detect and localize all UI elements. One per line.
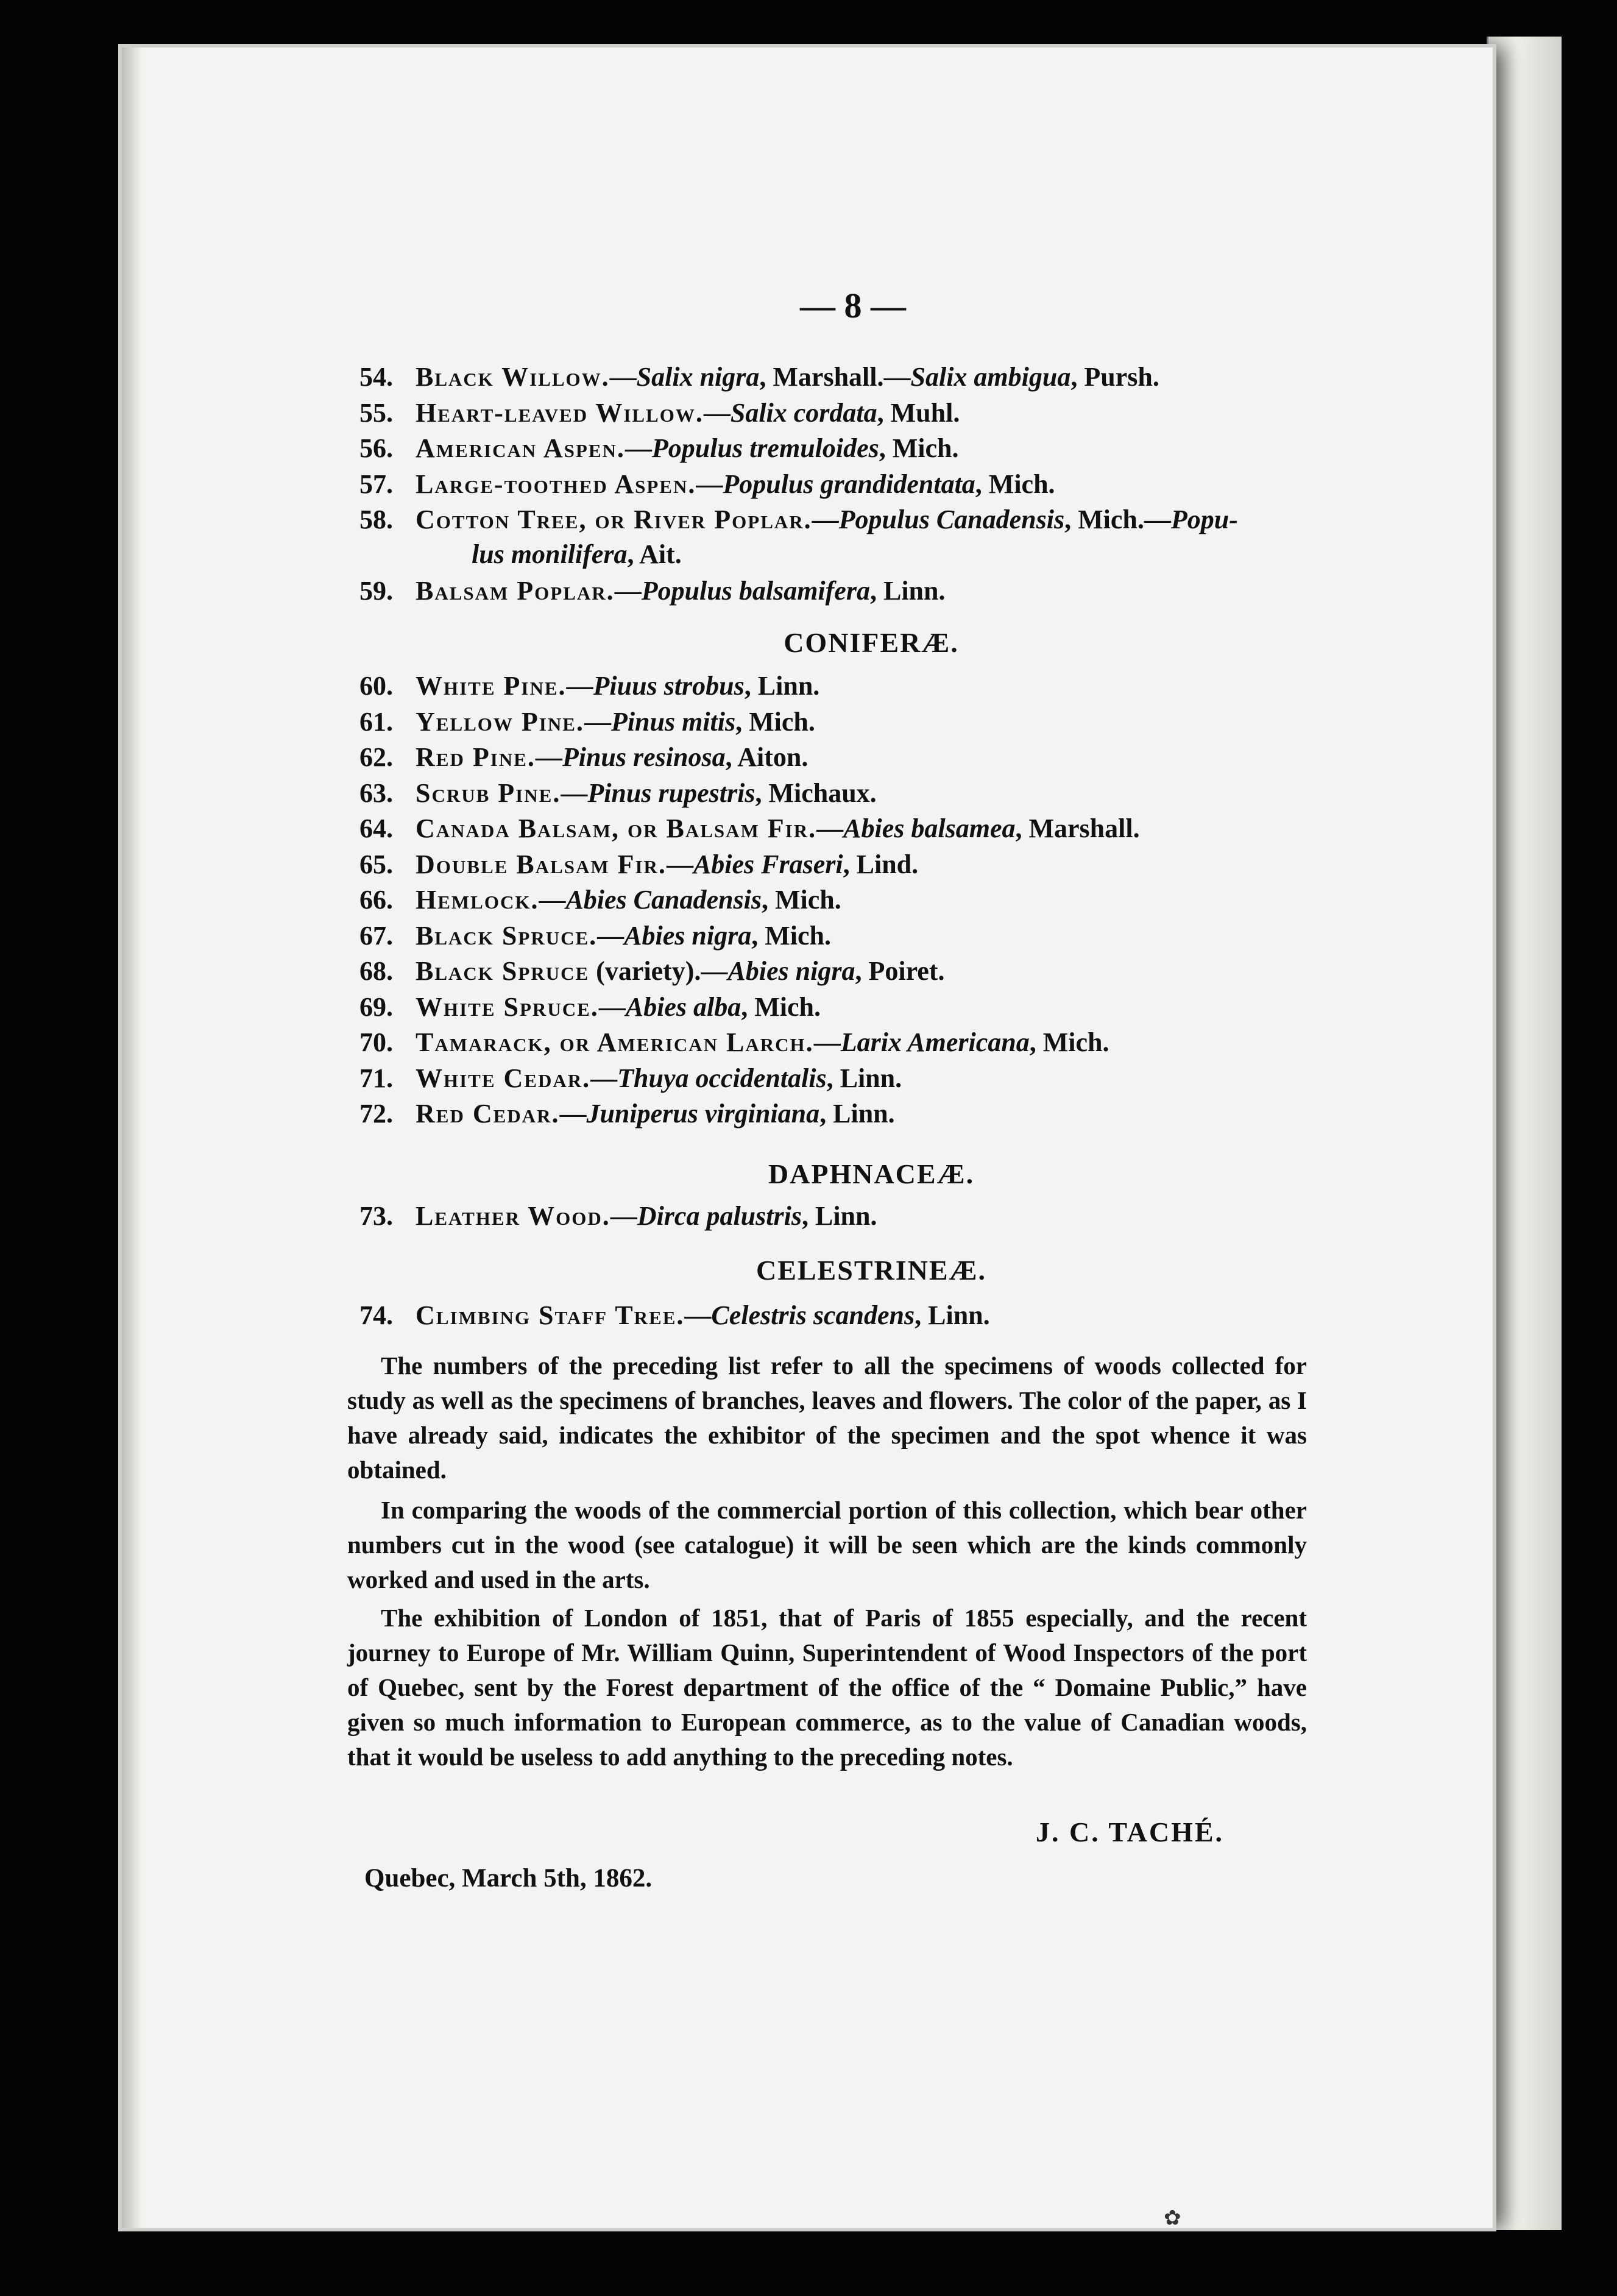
ink-speck: ✿ (1164, 2206, 1181, 2230)
entry-number: 55. (359, 397, 393, 428)
species-entry (359, 954, 1395, 988)
entry-number: 73. (359, 1201, 393, 1231)
species-entry (359, 811, 1395, 846)
common-name: Hemlock. (416, 885, 539, 915)
common-name: Black Spruce. (416, 920, 598, 951)
entry-text: — (684, 1300, 712, 1330)
entry-text: , Linn. (744, 671, 820, 701)
scientific-name: Abies nigra (624, 920, 752, 951)
species-entry (359, 395, 1395, 430)
entry-number: 54. (359, 362, 393, 392)
signature: J. C. TACHÉ. (1036, 1816, 1225, 1848)
entry-text: — (813, 1027, 841, 1057)
entry-text: , Lind. (843, 849, 919, 879)
common-name: Black Willow. (416, 362, 610, 392)
entry-text: — (566, 671, 593, 701)
scientific-name: Piuus strobus (593, 671, 745, 701)
entry-text: — (598, 991, 626, 1022)
entry-text: — (590, 1063, 618, 1093)
common-name: Climbing Staff Tree. (416, 1300, 685, 1330)
entry-number: 58. (359, 505, 393, 534)
scientific-name: Populus tremuloides (651, 433, 879, 463)
entry-number: 70. (359, 1027, 393, 1057)
entry-text: — (696, 469, 723, 499)
entry-number: 67. (359, 920, 393, 951)
species-entry (359, 847, 1395, 882)
common-name: Canada Balsam, or Balsam Fir. (416, 813, 817, 843)
entry-text: — (816, 813, 844, 843)
entry-text: , Mich. (751, 920, 831, 951)
entry-text: , Aiton. (725, 742, 808, 772)
entry-number: 59. (359, 576, 393, 606)
entry-text: , Mich. (1029, 1027, 1109, 1057)
entry-text: , Linn. (826, 1063, 902, 1093)
scientific-name: Salix cordata (730, 397, 877, 428)
species-entry (359, 882, 1395, 917)
entry-number: 68. (359, 956, 393, 986)
entry-text: , Linn. (819, 1099, 895, 1129)
common-name: Heart-leaved Willow. (416, 397, 704, 428)
section-heading-celestrineae: CELESTRINEÆ. (755, 1255, 987, 1286)
entry-text: , Mich. (761, 885, 841, 915)
common-name: Scrub Pine. (416, 778, 561, 808)
common-name: Black Spruce (416, 956, 590, 986)
species-entry (359, 573, 1395, 608)
scientific-name: Dirca palustris (637, 1201, 802, 1231)
entry-text: , Michaux. (755, 778, 877, 808)
species-entry (359, 1199, 1395, 1233)
scientific-name: Abies nigra (727, 956, 855, 986)
scientific-name: Thuya occidentalis (617, 1063, 827, 1093)
entry-text: — (584, 706, 611, 737)
species-entry (359, 360, 1395, 394)
paragraph-3: The exhibition of London of 1851, that of Paris of 1855 especially, and the recent journey to Europe of Mr. William Quinn, Superintendent of Wood Inspectors of the port of Quebec, sent by the Forest department of the office of the “ Domaine Public,” have given so much information to European commerce, as to the value of Canadian woods, that it would be useless to add anything to the preceding notes. (347, 1604, 1307, 1771)
scientific-name: Populus balsamifera (641, 576, 870, 606)
entry-text: — (610, 1201, 637, 1231)
common-name: Balsam Poplar. (416, 576, 615, 606)
entry-text: , Mich. (879, 433, 959, 463)
entry-text: — (666, 849, 693, 879)
entry-number: 71. (359, 1063, 393, 1093)
species-entry (359, 918, 1395, 953)
entry-text: — (812, 505, 839, 534)
entry-continuation (359, 537, 1395, 572)
common-name: White Pine. (416, 671, 567, 701)
scientific-name: Juniperus virginiana (586, 1099, 820, 1129)
entry-number: 66. (359, 885, 393, 915)
entry-number: 72. (359, 1099, 393, 1129)
common-name: Leather Wood. (416, 1201, 610, 1231)
species-entry (359, 502, 1395, 572)
entry-text: , Marshall.— (759, 362, 911, 392)
common-name: Large-toothed Aspen. (416, 469, 696, 499)
entry-text: , Mich. (975, 469, 1055, 499)
scientific-name: Populus grandidentata (723, 469, 975, 499)
scientific-name: Abies Fraseri (693, 849, 843, 879)
entry-text: — (561, 778, 588, 808)
species-entry (359, 704, 1395, 739)
species-entry (359, 740, 1395, 774)
entry-number: 63. (359, 778, 393, 808)
scientific-name: Populus Canadensis (838, 505, 1065, 534)
entry-text: — (614, 576, 642, 606)
species-entry (359, 668, 1395, 703)
entry-number: 62. (359, 742, 393, 772)
paragraph-1: The numbers of the preceding list refer to all the specimens of woods collected for study as well as the specimens of branches, leaves and flowers. The color of the paper, as I have already said, indicates the exhibitor of the specimen and the spot whence it was obtained. (347, 1352, 1307, 1484)
dateline: Quebec, March 5th, 1862. (364, 1864, 653, 1893)
entry-text: , Ait. (627, 539, 682, 569)
common-name: Yellow Pine. (416, 706, 584, 737)
entry-text: , Poiret. (855, 956, 945, 986)
common-name: Red Cedar. (416, 1099, 560, 1129)
entry-text: , Linn. (915, 1300, 990, 1330)
entry-text: — (609, 362, 637, 392)
entry-text: , Mich. (741, 991, 821, 1022)
scientific-name: Abies balsamea (843, 813, 1016, 843)
scientific-name: Larix Americana (840, 1027, 1030, 1057)
page-number: — 8 — (800, 286, 906, 325)
entry-number: 65. (359, 849, 393, 879)
entry-number: 74. (359, 1300, 393, 1330)
entry-text: — (539, 885, 566, 915)
common-name: Double Balsam Fir. (416, 849, 667, 879)
entry-text: , Linn. (801, 1201, 877, 1231)
entry-number: 57. (359, 469, 393, 499)
entry-text: , Linn. (869, 576, 946, 606)
entry-number: 61. (359, 706, 393, 737)
entry-text: , Pursh. (1070, 362, 1159, 392)
common-name: Red Pine. (416, 742, 536, 772)
paragraph-2: In comparing the woods of the commercial portion of this collection, which bear other numbers cut in the wood (see catalogue) it will be seen which are the kinds commonly worked and used in the arts. (347, 1496, 1307, 1593)
species-entry (359, 1025, 1395, 1060)
common-name: Cotton Tree, or River Poplar. (416, 505, 812, 534)
scientific-name: Pinus resinosa (562, 742, 726, 772)
section-heading-daphnaceae: DAPHNACEÆ. (768, 1158, 975, 1189)
species-entry (359, 1096, 1395, 1131)
common-name: White Spruce. (416, 991, 599, 1022)
species-entry (359, 431, 1395, 466)
entry-text: — (535, 742, 562, 772)
scientific-name: Celestris scandens (711, 1300, 915, 1330)
scientific-name: Pinus rupestris (587, 778, 755, 808)
species-entry (359, 776, 1395, 810)
entry-text: — (597, 920, 625, 951)
entry-text: , Marshall. (1015, 813, 1140, 843)
entry-text: , Mich. (735, 706, 815, 737)
species-entry (359, 1061, 1395, 1096)
entry-text: (variety).— (589, 956, 728, 986)
adjacent-page-edge (1487, 37, 1562, 2230)
scientific-name: Salix ambigua (910, 362, 1071, 392)
entry-number: 69. (359, 991, 393, 1022)
entry-number: 56. (359, 433, 393, 463)
entry-number: 64. (359, 813, 393, 843)
entry-text: — (625, 433, 652, 463)
entry-text: , Muhl. (877, 397, 960, 428)
scientific-name: lus monilifera (472, 539, 628, 569)
species-entry (359, 467, 1395, 501)
common-name: White Cedar. (416, 1063, 591, 1093)
common-name: American Aspen. (416, 433, 625, 463)
scientific-name: Salix nigra (636, 362, 760, 392)
scientific-name: Abies alba (625, 991, 741, 1022)
entry-number: 60. (359, 671, 393, 701)
species-entry (359, 990, 1395, 1024)
scientific-name: Abies Canadensis (565, 885, 762, 915)
entry-text: — (703, 397, 731, 428)
scientific-name: Pinus mitis (610, 706, 736, 737)
species-entry (359, 1298, 1395, 1333)
common-name: Tamarack, or American Larch. (416, 1027, 814, 1057)
entry-text: — (559, 1099, 587, 1129)
entry-text: , Mich.— (1064, 505, 1171, 534)
section-heading-coniferae: CONIFERÆ. (784, 627, 959, 658)
scientific-name: Popu- (1170, 505, 1238, 534)
